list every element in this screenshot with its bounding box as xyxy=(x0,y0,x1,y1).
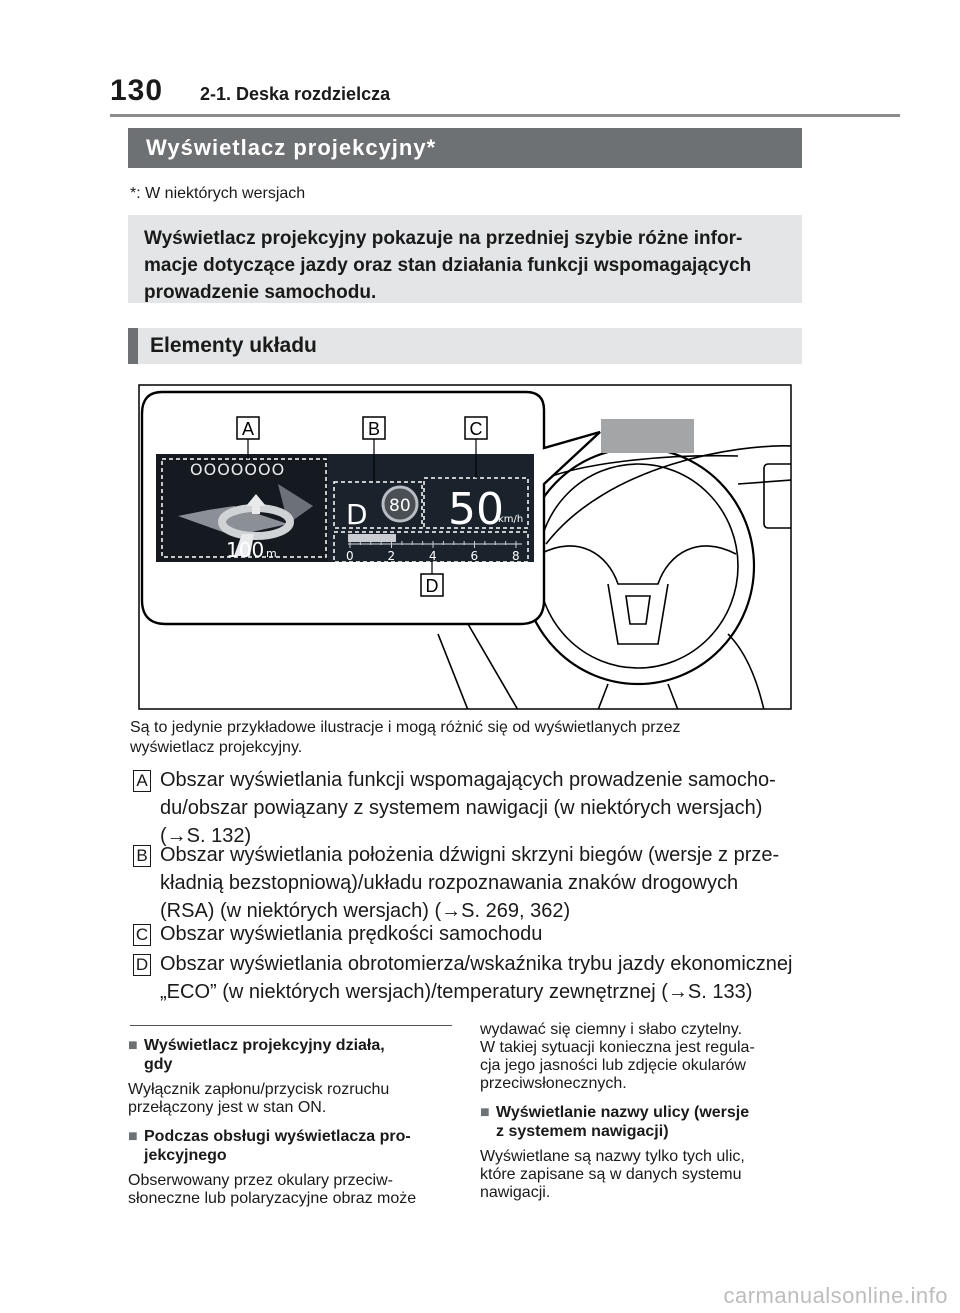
item-a-line: (→S. 132) xyxy=(160,825,252,847)
intro-box xyxy=(128,215,802,303)
note-body-line: przełączony jest w stan ON. xyxy=(128,1099,327,1116)
tacho-scale-label: 6 xyxy=(470,549,479,563)
hud-circles: OOOOOOO xyxy=(190,460,286,479)
note-body-line: nawigacji. xyxy=(480,1184,551,1201)
note-body-line: które zapisane są w danych systemu xyxy=(480,1166,742,1183)
hud-speed-unit: km/h xyxy=(498,514,524,525)
item-b-line: Obszar wyświetlania położenia dźwigni skrzyni biegów (wersje z prze- xyxy=(160,844,780,866)
item-d-line: „ECO” (w niektórych wersjach)/temperatury zewnętrznej (→S. 133) xyxy=(160,981,753,1003)
section-title: Wyświetlacz projekcyjny* xyxy=(146,135,437,160)
route-arrow-stem xyxy=(252,504,260,514)
item-letter-b: B xyxy=(133,845,151,867)
note-heading-text xyxy=(496,1103,749,1141)
illustration xyxy=(138,384,792,710)
page-number: 130 xyxy=(110,74,164,107)
note-body-line: Wyłącznik zapłonu/przycisk rozruchu xyxy=(128,1081,390,1098)
note-body-line: Wyświetlane są nazwy tylko tych ulic, xyxy=(480,1148,745,1165)
caption-line: Są to jedynie przykładowe ilustracje i mogą różnić się od wyświetlanych przez xyxy=(130,719,681,736)
intro-line: macje dotyczące jazdy oraz stan działania funkcji wspomagających xyxy=(144,255,752,276)
note-body-line: wydawać się ciemny i słabo czytelny. xyxy=(480,1021,743,1038)
callout-label-b: B xyxy=(367,419,381,439)
item-d-text xyxy=(160,950,792,1006)
note-heading-line: Wyświetlacz projekcyjny działa, xyxy=(144,1037,385,1054)
callout-label-a: A xyxy=(241,419,255,439)
note-body-line: W takiej sytuacji konieczna jest regula- xyxy=(480,1039,755,1056)
note-heading-line: Wyświetlanie nazwy ulicy (wersje xyxy=(496,1104,750,1121)
hud-gear: D xyxy=(346,498,368,531)
column-rule xyxy=(130,1025,452,1026)
note-heading-line: Podczas obsługi wyświetlacza pro- xyxy=(144,1128,411,1145)
intro-line: Wyświetlacz projekcyjny pokazuje na przedniej szybie różne infor- xyxy=(144,228,743,249)
subsection-title: Elementy układu xyxy=(150,334,317,357)
intro-line: prowadzenie samochodu. xyxy=(144,282,377,303)
hud-speed-limit: 80 xyxy=(389,496,411,516)
item-c-line: Obszar wyświetlania prędkości samochodu xyxy=(160,923,543,945)
note-body xyxy=(128,1172,458,1208)
tacho-scale-label: 0 xyxy=(346,549,354,563)
bullet-square-icon: ■ xyxy=(128,1037,138,1054)
note-heading xyxy=(128,1036,458,1074)
item-a-line: Obszar wyświetlania funkcji wspomagających prowadzenie samocho- xyxy=(160,769,776,791)
notes-left-column xyxy=(128,1036,458,1208)
bullet-square-icon: ■ xyxy=(128,1128,138,1145)
tacho-scale-label: 2 xyxy=(387,549,396,563)
item-b-text xyxy=(160,841,779,925)
section-title-bar xyxy=(128,128,802,168)
hud-distance-unit: m xyxy=(266,547,277,560)
hud-distance: 100 xyxy=(226,538,265,562)
note-body xyxy=(480,1148,810,1202)
item-letter-c: C xyxy=(133,924,151,946)
note-heading-line: gdy xyxy=(144,1056,173,1073)
watermark: carmanualsonline.info xyxy=(723,1283,948,1308)
caption-line: wyświetlacz projekcyjny. xyxy=(130,739,303,756)
item-b-line: (RSA) (w niektórych wersjach) (→S. 269, 362) xyxy=(160,900,571,922)
note-body xyxy=(128,1081,458,1117)
note-heading xyxy=(480,1103,810,1141)
note-heading-line: z systemem nawigacji) xyxy=(496,1123,669,1140)
note-body-line: Obserwowany przez okulary przeciw- xyxy=(128,1172,393,1189)
hud-illustration-svg xyxy=(138,384,792,710)
item-a-line: du/obszar powiązany z systemem nawigacji (w niektórych wersjach) xyxy=(160,797,763,819)
tacho-scale-label: 8 xyxy=(512,549,520,563)
note-body-line: cja jego jasności lub zdjęcie okularów xyxy=(480,1057,746,1074)
header-rule xyxy=(110,114,900,117)
hud-speed: 50 xyxy=(448,484,504,535)
note-heading-line: jekcyjnego xyxy=(144,1147,227,1164)
note-body-line: słoneczne lub polaryzacyjne obraz może xyxy=(128,1190,417,1207)
tacho-scale-label: 4 xyxy=(429,549,437,563)
item-c-text xyxy=(160,920,542,948)
note-heading-text xyxy=(144,1127,411,1165)
illustration-caption xyxy=(130,718,680,758)
item-b-line: kładnią bezstopniową)/układu rozpoznawania znaków drogowych xyxy=(160,872,739,894)
callout-label-c: C xyxy=(469,419,483,439)
tacho-fill xyxy=(348,534,396,542)
item-letter-a: A xyxy=(133,770,151,792)
item-a-text xyxy=(160,766,776,850)
hud-projection-area xyxy=(601,419,694,453)
item-d-line: Obszar wyświetlania obrotomierza/wskaźnika trybu jazdy ekonomicznej xyxy=(160,953,793,975)
note-body-continued xyxy=(480,1021,810,1093)
footnote: *: W niektórych wersjach xyxy=(130,185,306,202)
note-heading-text xyxy=(144,1036,385,1074)
note-body-line: przeciwsłonecznych. xyxy=(480,1075,627,1092)
bullet-square-icon: ■ xyxy=(480,1104,490,1121)
notes-right-column xyxy=(480,1021,810,1202)
subsection-title-bar xyxy=(128,328,802,364)
chapter-title: 2-1. Deska rozdzielcza xyxy=(200,84,391,104)
item-letter-d: D xyxy=(133,954,151,976)
note-heading xyxy=(128,1127,458,1165)
callout-label-d: D xyxy=(425,576,439,596)
